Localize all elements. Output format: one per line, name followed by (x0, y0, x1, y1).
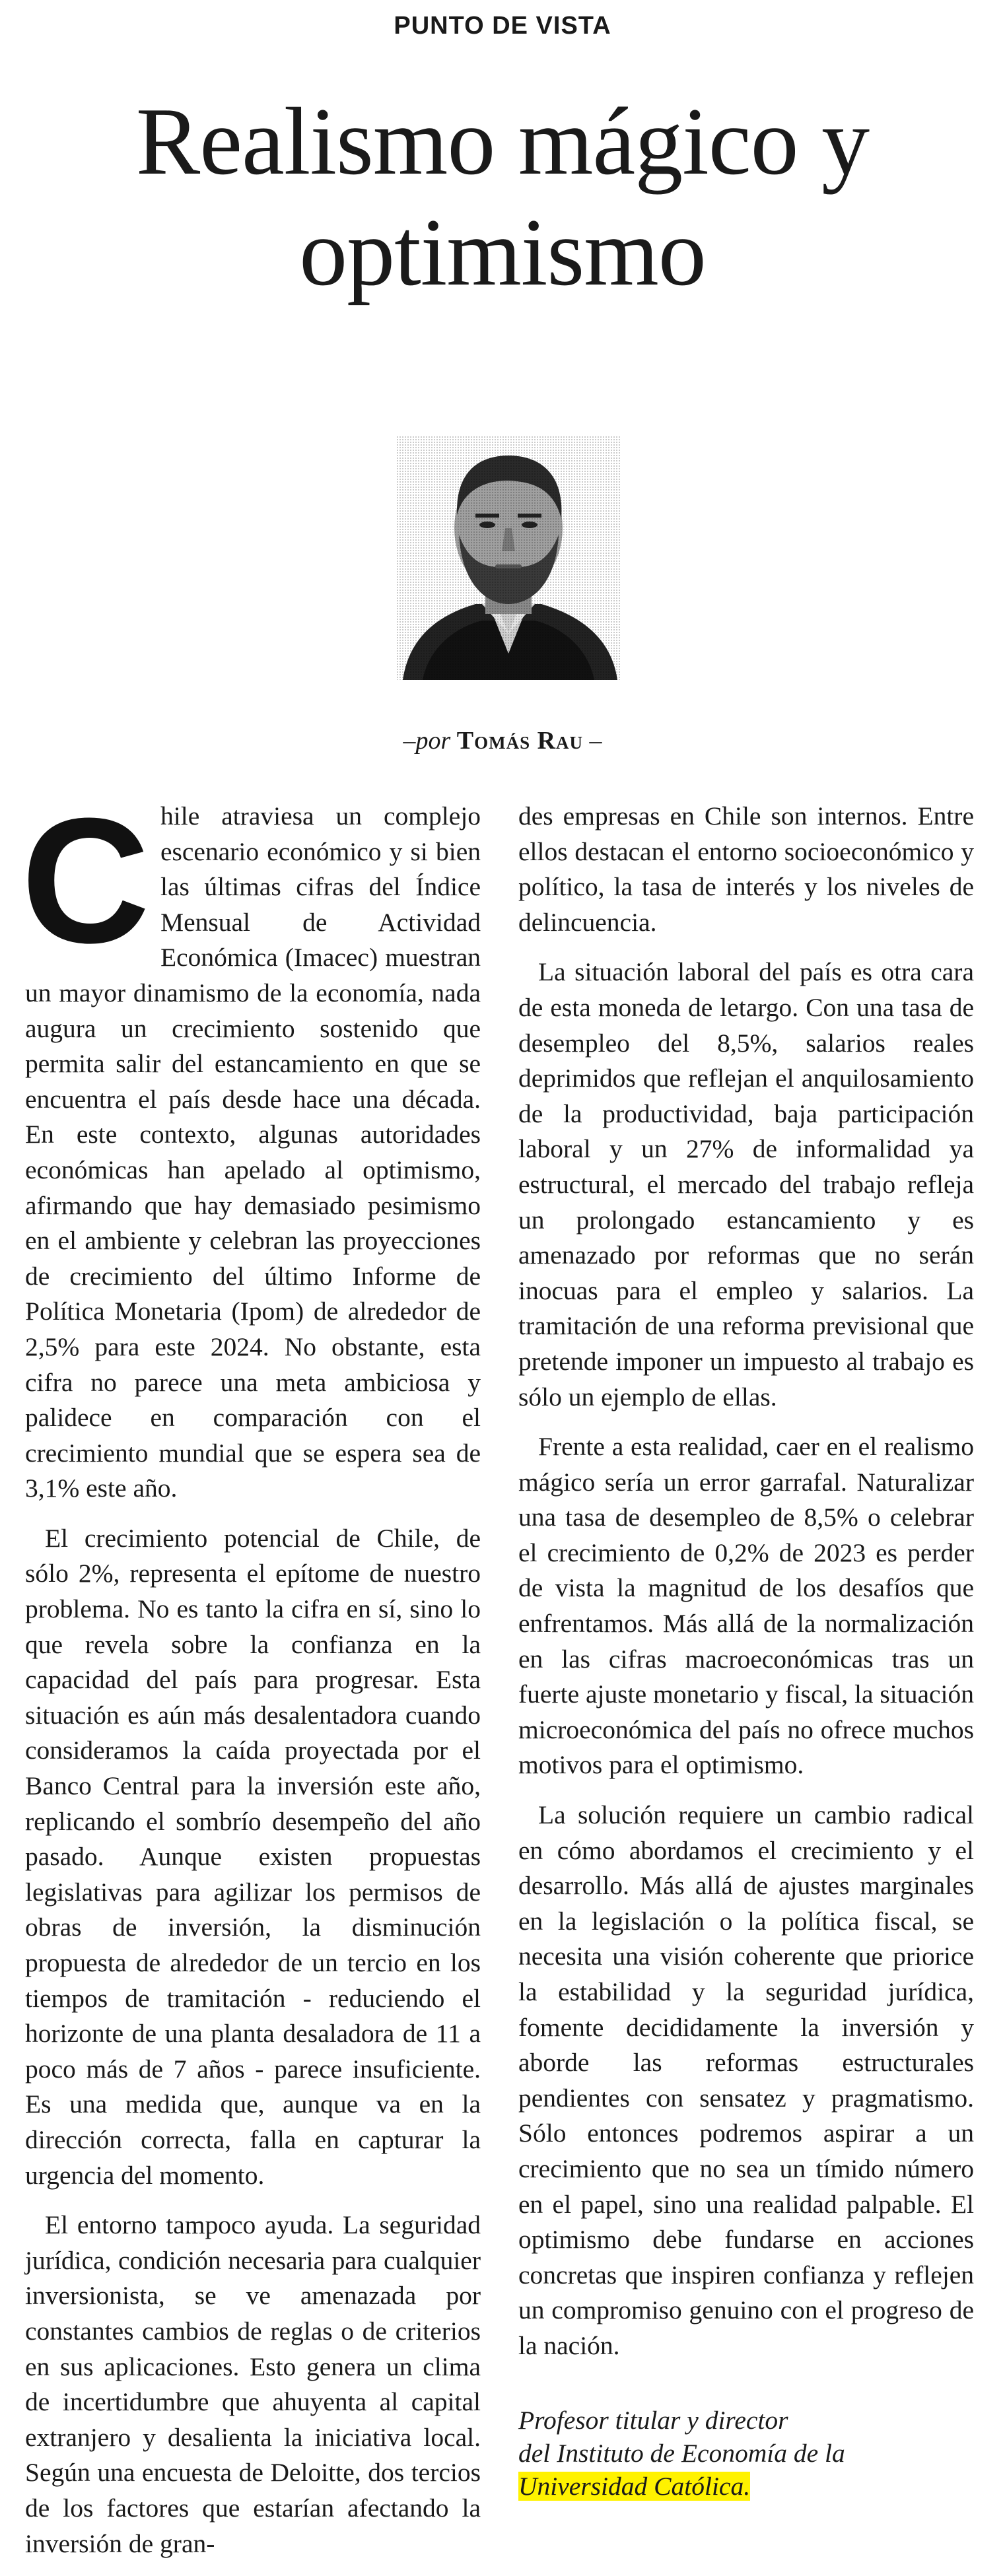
author-signature (518, 2404, 974, 2503)
paragraph: Frente a esta realidad, caer en el realismo mágico sería un error garrafal. Naturalizar una tasa de desempleo de 8,5% o celebrar el crecimiento de 0,2% de 2023 es perder de vista la magnitud de los desafíos que enfrentamos. Más allá de la normalización en las cifras macroeconómicas tras un fuerte ajuste monetario y fiscal, la situación microeconómica del país no ofrece muchos motivos para el optimismo. (518, 1432, 974, 1780)
drop-cap: C (21, 782, 150, 980)
paragraph: des empresas en Chile son internos. Entre ellos destacan el entorno socioeconómico y político, la tasa de interés y los niveles de delincuencia. (518, 801, 974, 937)
headline-line-2: optimismo (299, 199, 706, 306)
headline-line-1: Realismo mágico y (135, 88, 870, 195)
article-column-left (21, 782, 481, 2576)
article-headline (0, 86, 1005, 308)
author-name: Tomás Rau (456, 727, 584, 755)
paragraph: La solución requiere un cambio radical en cómo abordamos el crecimiento y el desarrollo. Más allá de ajustes marginales en la legislación o la política fiscal, se necesita una visión coherente que priorice la estabilidad y la seguridad jurídica, fomente decididamente la inversión y aborde las reformas estructurales pendientes con sensatez y pragmatismo. Sólo entonces podremos aspirar a un crecimiento que no sea un tímido número en el papel, sino una realidad palpable. El optimismo debe fundarse en acciones concretas que inspiren confianza y reflejen un compromiso genuino con el progreso de la nación. (518, 1800, 974, 2360)
byline-suffix: – (583, 727, 602, 755)
article-column-right (518, 799, 974, 2503)
paragraph (21, 782, 481, 1507)
byline-prefix: –por (403, 727, 457, 755)
paragraph: El entorno tampoco ayuda. La seguridad jurídica, condición necesaria para cualquier inversionista, se ve amenazada por constantes cambios de reglas o de criterios en sus aplicaciones. Esto genera un clima de incertidumbre que ahuyenta al capital extranjero y desalienta la iniciativa local. Según una encuesta de Deloitte, dos tercios de los factores que estarían afectando la inversión de gran- (25, 2210, 481, 2558)
byline (0, 726, 1005, 755)
paragraph: El crecimiento potencial de Chile, de sólo 2%, representa el epítome de nuestro problema. No es tanto la cifra en sí, sino lo que revela sobre la confianza en la capacidad del país para progresar. Esta situación es aún más desalentadora cuando consideramos la caída proyectada por el Banco Central para la inversión este año, replicando el sombrío desempeño del año pasado. Aunque existen propuestas legislativas para agilizar los permisos de obras de inversión, la disminución propuesta de alrededor de un tercio en los tiempos de tramitación - reduciendo el horizonte de una planta desaladora de 11 a poco más de 7 años - parece insuficiente. Es una medida que, aunque va en la dirección correcta, falla en capturar la urgencia del momento. (25, 1523, 481, 2190)
paragraph-text: hile atraviesa un complejo escenario económico y si bien las últimas cifras del Índice Mensual de Actividad Económica (Imacec) muestran un mayor dinamismo de la economía, nada augura un crecimiento sostenido que permita salir del estancamiento en que se encuentra el país desde hace una década. En este contexto, algunas autoridades económicas han apelado al optimismo, afirmando que hay demasiado pesimismo en el ambiente y celebran las proyecciones de crecimiento del último Informe de Política Monetaria (Ipom) de alrededor de 2,5% para este 2024. No obstante, esta cifra no parece una meta ambiciosa y palidece en comparación con el crecimiento mundial que se espera sea de 3,1% este año. (25, 801, 481, 1503)
paragraph: La situación laboral del país es otra cara de esta moneda de letargo. Con una tasa de desempleo del 8,5%, salarios reales deprimidos que reflejan el anquilosamiento de la productividad, baja participación laboral y un 27% de informalidad ya estructural, el mercado del trabajo refleja un prolongado estancamiento y es amenazado por reformas que no serán inocuas para el empleo y salarios. La tramitación de una reforma previsional que pretende imponer un impuesto al trabajo es sólo un ejemplo de ellas. (518, 957, 974, 1411)
signature-line-2: del Instituto de Economía de la (518, 2438, 845, 2468)
author-portrait (396, 436, 621, 680)
signature-line-1: Profesor titular y director (518, 2405, 788, 2435)
signature-highlight: Universidad Católica. (518, 2471, 751, 2501)
section-label: PUNTO DE VISTA (394, 12, 611, 40)
